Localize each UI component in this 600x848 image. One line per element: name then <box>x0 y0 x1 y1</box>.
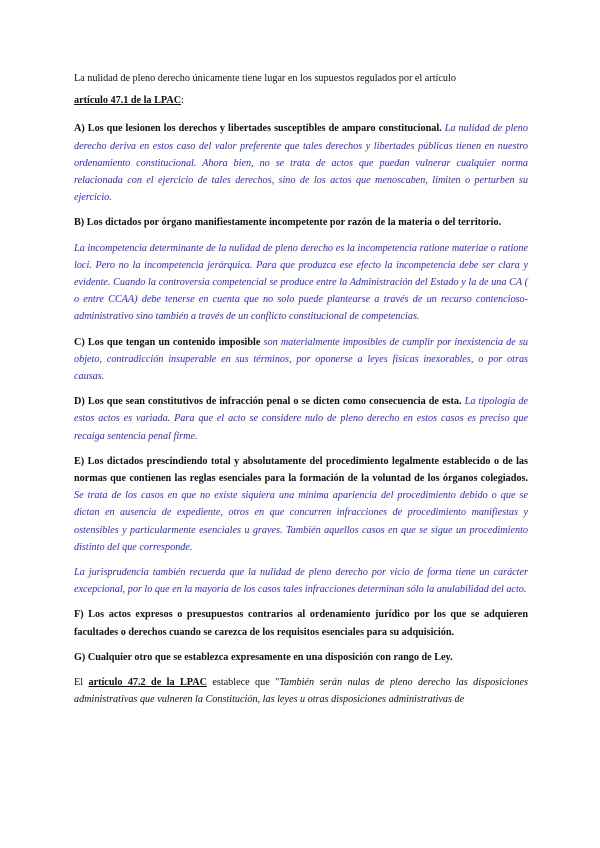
intro-text: La nulidad de pleno derecho únicamente tiene lugar en los supuestos regulados por el artículo <box>74 73 456 84</box>
item-e-explanation: Se trata de los casos en que no existe siquiera una mínima apariencia del procedimiento debido o que se dictan en ausencia de expediente, otros en que concurren infracciones de procedimiento manifiestas y ostensibles y particularmente esenciales u graves. También aquellos casos en que se sigue un procedimiento distinto del que corresponde. <box>74 490 528 553</box>
item-b-explanation: La incompetencia determinante de la nulidad de pleno derecho es la incompetencia ratione materiae o ratione loci. Pero no la incompetencia jerárquica. Para que produzca ese efecto la incompetencia debe ser clara y evidente. Cuando la controversia competencial se produce entre la Administración del Estado y la de una CA ( o entre CCAA) debe tenerse en cuenta que no solo puede plantearse a través de un recurso contencioso-administrativo sino también a través de un conflicto constitucional de competencias. <box>74 242 528 323</box>
heading-colon: : <box>181 95 184 107</box>
article-47-1-heading <box>74 92 528 109</box>
item-e-paragraph <box>74 453 528 556</box>
item-g-title: G) Cualquier otro que se establezca expresamente en una disposición con rango de Ley. <box>74 651 453 663</box>
closing-paragraph <box>74 674 528 708</box>
closing-quote: También serán nulas de pleno derecho las disposiciones administrativas que vulneren la Constitución, las leyes u otras disposiciones administrativas de <box>74 677 529 706</box>
item-e-jurisprudence-paragraph <box>74 564 528 598</box>
item-f-title: F) Los actos expresos o presupuestos contrarios al ordenamiento jurídico por los que se adquieren facultades o derechos cuando se carezca de los requisitos esenciales para su adquisición. <box>74 609 528 638</box>
article-47-2-link[interactable]: artículo 47.2 de la LPAC <box>88 677 207 689</box>
intro-paragraph <box>74 70 528 87</box>
item-c-title: C) Los que tengan un contenido imposible <box>74 336 261 348</box>
closing-lead: El <box>74 677 84 689</box>
item-c-explanation: son materialmente imposibles de cumplir por inexistencia de su objeto, contradicción insuperable en sus términos, por oponerse a leyes físicas inexorables, o por otras causas. <box>74 336 528 383</box>
item-a-paragraph <box>74 120 528 206</box>
item-d-paragraph <box>74 393 528 445</box>
item-c-paragraph <box>74 334 528 386</box>
item-a-title: A) Los que lesionen los derechos y libertades susceptibles de amparo constitucional. <box>74 123 442 135</box>
item-g-paragraph <box>74 649 528 666</box>
item-b-title: B) Los dictados por órgano manifiestamente incompetente por razón de la materia o del territorio. <box>74 217 502 229</box>
item-a-explanation: La nulidad de pleno derecho deriva en estos caso del valor preferente que tales derechos y libertades públicas tienen en nuestro ordenamiento constitucional. Ahora bien, no se trata de actos que puedan vulnerar cualquier norma relacionada con el ejercicio de tales derechos, sino de los actos que menoscaben, limiten o perturben su ejercicio. <box>74 123 528 204</box>
item-d-title: D) Los que sean constitutivos de infracción penal o se dicten como consecuencia de esta. <box>74 396 462 408</box>
item-f-paragraph <box>74 606 528 640</box>
item-e-title: E) Los dictados prescindiendo total y absolutamente del procedimiento legalmente establecido o de las normas que contienen las reglas esenciales para la formación de la voluntad de los órganos colegiados. <box>74 455 528 485</box>
item-b-title-paragraph <box>74 214 528 231</box>
article-47-1-link[interactable]: artículo 47.1 de la LPAC <box>74 95 182 107</box>
closing-mid: establece que " <box>212 677 280 689</box>
document-page <box>74 70 528 717</box>
item-d-explanation: La tipología de estos actos es variada. Para que el acto se considere nulo de pleno derecho en estos casos es preciso que recaiga sentencia penal firme. <box>74 396 528 442</box>
item-b-explanation-paragraph <box>74 240 528 326</box>
item-e-jurisprudence: La jurisprudencia también recuerda que la nulidad de pleno derecho por vicio de forma tiene un carácter excepcional, por lo que en la mayoría de los casos tales infracciones determinan sólo la anulabilidad del acto. <box>74 567 528 596</box>
